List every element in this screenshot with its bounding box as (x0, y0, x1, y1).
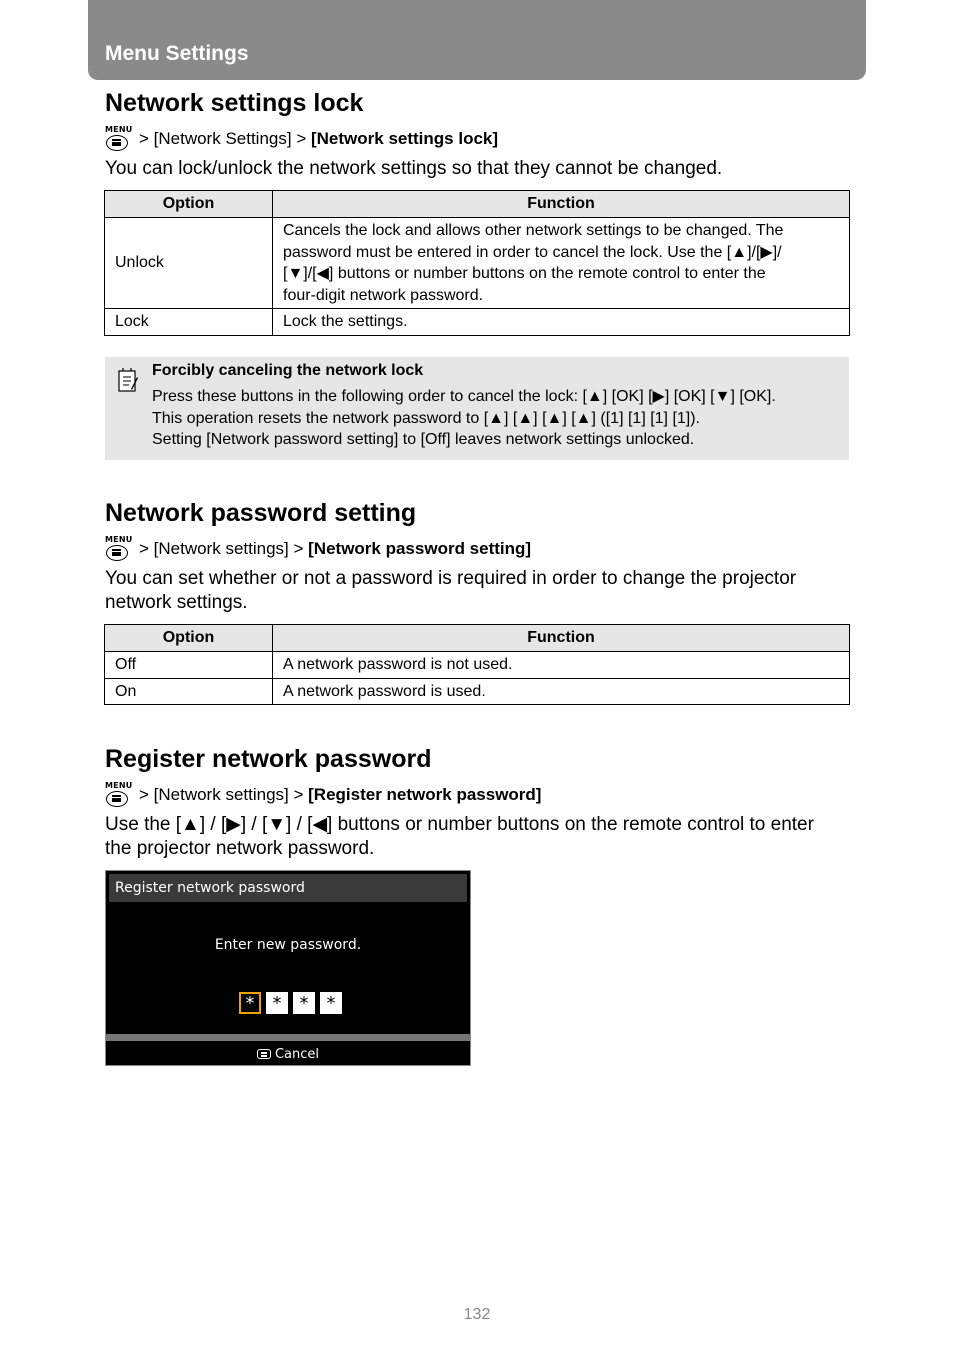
menu-icon: MENU (105, 535, 131, 563)
table-header-function: Function (273, 625, 850, 652)
password-digit[interactable]: * (293, 992, 315, 1014)
page-number: 132 (463, 1306, 491, 1323)
menu-button-icon (257, 1049, 271, 1059)
option-cell: Unlock (105, 218, 273, 309)
options-table-password (104, 624, 850, 705)
option-cell: Lock (105, 309, 273, 336)
menu-path-network-password-setting (105, 535, 531, 563)
menu-path-prefix: > [Network settings] > (139, 539, 304, 558)
screen-prompt: Enter new password. (214, 937, 362, 953)
cancel-button[interactable] (106, 1044, 470, 1064)
screen-titlebar (109, 874, 467, 902)
note-text: Press these buttons in the following order to cancel the lock: [▲] [OK] [▶] [OK] [▼] [OK]. This operation resets the network password to [▲] [▲] [▲] [▲] ([1] [1] [1] [1]). Setting [Network password setting] to [Off] leaves network settings unlocked. (152, 388, 776, 448)
section-title-network-settings-lock: Network settings lock (105, 89, 364, 117)
section-title-register-network-password: Register network password (105, 745, 432, 773)
password-input[interactable] (239, 992, 342, 1014)
function-cell: Lock the settings. (273, 309, 850, 336)
menu-icon: MENU (105, 125, 131, 153)
password-digit[interactable]: * (320, 992, 342, 1014)
note-title: Forcibly canceling the network lock (152, 362, 424, 379)
menu-path-prefix: > [Network Settings] > (139, 129, 307, 148)
note-box (105, 357, 849, 460)
menu-path-network-settings-lock (105, 125, 498, 153)
header-title: Menu Settings (105, 42, 249, 65)
screen-divider (106, 1034, 470, 1041)
menu-icon: MENU (105, 781, 131, 809)
section-title-network-password-setting: Network password setting (105, 499, 417, 527)
option-cell: Off (105, 652, 273, 679)
section-description: You can lock/unlock the network settings so that they cannot be changed. (105, 158, 723, 179)
function-cell: A network password is used. (273, 678, 850, 705)
table-header-option: Option (105, 191, 273, 218)
header-bar (88, 0, 866, 80)
password-digit[interactable]: * (266, 992, 288, 1014)
option-cell: On (105, 678, 273, 705)
table-header-option: Option (105, 625, 273, 652)
table-row (105, 652, 850, 679)
note-icon (117, 367, 139, 393)
options-table-lock (104, 190, 850, 336)
section-description: You can set whether or not a password is required in order to change the projector network settings. (105, 568, 797, 613)
menu-path-target: [Network password setting] (308, 539, 532, 558)
table-row (105, 309, 850, 336)
function-cell: A network password is not used. (273, 652, 850, 679)
function-cell: Cancels the lock and allows other network settings to be changed. The password must be entered in order to cancel the lock. Use the [▲]/[▶]/ [▼]/[◀] buttons or number buttons on the remote control to enter the four-digit network password. (273, 218, 850, 309)
password-digit[interactable]: * (239, 992, 261, 1014)
table-row (105, 678, 850, 705)
table-row (105, 218, 850, 309)
table-header-function: Function (273, 191, 850, 218)
menu-path-prefix: > [Network settings] > (139, 785, 304, 804)
screen-title: Register network password (115, 880, 305, 896)
projector-screen (105, 870, 471, 1066)
menu-path-register-network-password (105, 781, 541, 809)
menu-path-target: [Network settings lock] (310, 129, 499, 148)
menu-path-target: [Register network password] (308, 785, 542, 804)
section-description: Use the [▲] / [▶] / [▼] / [◀] buttons or number buttons on the remote control to enter the projector network password. (105, 814, 814, 859)
cancel-label: Cancel (274, 1046, 320, 1062)
